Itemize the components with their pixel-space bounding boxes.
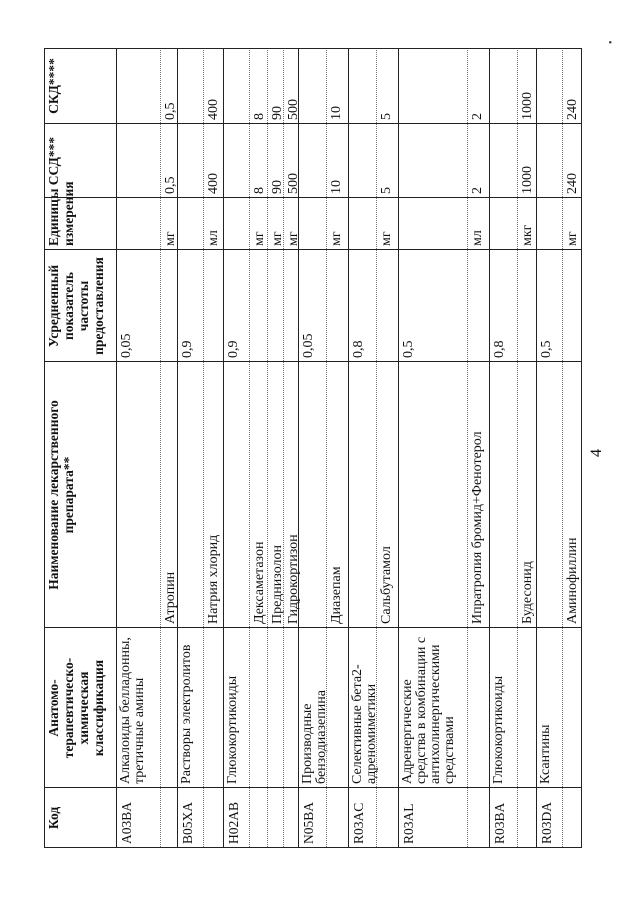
cell-unit: мл (206, 230, 222, 246)
cell-atc (518, 628, 538, 788)
column-divider (44, 249, 582, 250)
cell-freq (327, 250, 349, 362)
cell-drug (224, 362, 250, 628)
cell-freq (563, 250, 583, 362)
cell-skd: 400 (206, 99, 222, 120)
cell-code (161, 788, 179, 848)
cell-atc (284, 628, 300, 788)
cell-drug: Преднизолон (269, 545, 285, 624)
table-row (536, 48, 563, 848)
cell-unit (537, 198, 563, 250)
cell-ssd: 8 (251, 187, 267, 194)
cell-code: R03AC (351, 802, 366, 844)
cell-freq (468, 250, 490, 362)
cell-unit (224, 198, 250, 250)
cell-unit: мг (378, 231, 394, 246)
cell-code (377, 788, 399, 848)
table-row (562, 48, 583, 848)
cell-skd: 240 (565, 99, 581, 120)
cell-unit: мг (269, 231, 285, 246)
header-drug: Наименование лекарственного препарата** (46, 400, 76, 590)
cell-ssd: 400 (206, 173, 222, 194)
cell-freq (518, 250, 538, 362)
cell-skd: 0,5 (162, 102, 178, 120)
cell-skd (399, 48, 468, 124)
cell-unit (178, 198, 204, 250)
cell-skd (117, 48, 161, 124)
table-row (376, 48, 399, 848)
header-ssd: ССД*** (46, 136, 61, 186)
cell-drug (537, 362, 563, 628)
cell-skd: 8 (251, 113, 267, 120)
table-row (489, 48, 518, 848)
cell-skd (490, 48, 518, 124)
cell-skd (299, 48, 327, 124)
header-unit: Единицы измерения (46, 181, 76, 246)
table-row (160, 48, 179, 848)
cell-ssd: 2 (469, 187, 485, 194)
table-row (467, 48, 490, 848)
cell-skd: 2 (469, 113, 485, 120)
cell-atc (327, 628, 349, 788)
cell-atc (161, 628, 179, 788)
table-row (283, 48, 300, 848)
table-row (517, 48, 538, 848)
cell-unit: мг (285, 231, 301, 246)
cell-ssd (299, 124, 327, 198)
cell-code (284, 788, 300, 848)
drug-table (44, 48, 582, 848)
page-number: 4 (588, 449, 605, 457)
cell-atc (377, 628, 399, 788)
header-skd: СКД**** (46, 58, 61, 114)
cell-code: N05BA (301, 801, 317, 844)
cell-freq: 0,9 (226, 340, 242, 358)
table-row (348, 48, 377, 848)
cell-atc: Производные бензодиазепина (300, 690, 330, 784)
cell-atc: Глюкокортикоиды (225, 675, 241, 784)
cell-skd: 90 (269, 106, 285, 120)
cell-code (250, 788, 268, 848)
cell-ssd (399, 124, 468, 198)
cell-drug: Дексаметазон (251, 541, 267, 624)
cell-code: R03AL (400, 803, 416, 844)
cell-code (204, 788, 224, 848)
cell-code (518, 788, 538, 848)
cell-ssd: 240 (565, 173, 581, 194)
cell-freq (268, 250, 284, 362)
cell-ssd: 10 (329, 180, 345, 194)
cell-code: A03BA (119, 801, 134, 844)
cell-unit (399, 198, 468, 250)
cell-skd: 1000 (519, 92, 535, 120)
cell-drug: Гидрокортизон (285, 534, 301, 624)
cell-unit (117, 198, 161, 250)
cell-ssd: 90 (269, 180, 285, 194)
cell-freq: 0,05 (119, 333, 134, 358)
cell-unit (299, 198, 327, 250)
cell-freq (377, 250, 399, 362)
cell-drug: Аминофиллин (565, 537, 581, 624)
table-row (177, 48, 204, 848)
cell-code (468, 788, 490, 848)
cell-freq: 0,05 (301, 333, 317, 358)
table-row (298, 48, 330, 848)
cell-unit: мкг (519, 224, 535, 246)
table-row (223, 48, 250, 848)
cell-unit: мл (469, 230, 485, 246)
cell-code (563, 788, 583, 848)
column-divider (44, 627, 582, 628)
cell-ssd (349, 124, 377, 198)
cell-drug: Атропин (162, 571, 178, 624)
cell-unit (349, 198, 377, 250)
cell-unit: мг (565, 231, 581, 246)
cell-drug (399, 362, 468, 628)
cell-atc: Селективные бета2-адреномиметики (350, 664, 379, 784)
cell-atc: Глюкокортикоиды (490, 675, 506, 784)
cell-atc: Растворы электролитов (179, 644, 195, 784)
cell-skd (178, 48, 204, 124)
cell-atc: Ксантины (538, 724, 554, 784)
table-row (203, 48, 224, 848)
cell-atc: Алкалоиды белладонны, третичные амины (118, 637, 147, 784)
cell-drug (299, 362, 327, 628)
cell-drug (490, 362, 518, 628)
cell-code: R03BA (491, 802, 507, 844)
cell-skd (224, 48, 250, 124)
cell-skd (349, 48, 377, 124)
cell-atc (204, 628, 224, 788)
cell-ssd (490, 124, 518, 198)
cell-atc (468, 628, 490, 788)
cell-drug: Натрия хлорид (206, 534, 222, 624)
header-code: Код (46, 806, 61, 830)
table-row (249, 48, 268, 848)
cell-freq: 0,5 (539, 340, 555, 358)
cell-unit: мг (162, 231, 178, 246)
cell-ssd (117, 124, 161, 198)
cell-skd: 10 (329, 106, 345, 120)
cell-ssd (224, 124, 250, 198)
cell-code (327, 788, 349, 848)
cell-skd: 500 (285, 99, 301, 120)
cell-freq: 0,5 (400, 340, 416, 358)
table-row (267, 48, 284, 848)
cell-drug (117, 362, 161, 628)
cell-freq (284, 250, 300, 362)
cell-drug: Ипратропия бромид+Фенотерол (469, 431, 485, 624)
cell-atc (563, 628, 583, 788)
cell-drug: Сальбутамол (378, 546, 394, 624)
table-row (116, 48, 161, 848)
cell-skd (537, 48, 563, 124)
cell-skd: 5 (378, 113, 394, 120)
cell-drug (178, 362, 204, 628)
cell-code: R03DA (539, 801, 555, 844)
cell-unit (490, 198, 518, 250)
cell-atc (268, 628, 284, 788)
cell-ssd: 1000 (519, 166, 535, 194)
cell-unit: мг (251, 231, 267, 246)
cell-freq: 0,9 (180, 340, 196, 358)
cell-drug (349, 362, 377, 628)
cell-code: B05XA (180, 801, 196, 844)
corner-mark: • (606, 40, 617, 44)
cell-ssd: 0,5 (162, 176, 178, 194)
cell-ssd (537, 124, 563, 198)
cell-drug: Диазепам (329, 566, 345, 624)
table-header (44, 48, 116, 848)
cell-ssd: 500 (285, 173, 301, 194)
cell-code (268, 788, 284, 848)
table-row (326, 48, 349, 848)
cell-drug: Будесонид (519, 561, 535, 624)
header-freq: Усредненный показатель частоты предоставления (46, 257, 106, 355)
cell-freq: 0,8 (351, 340, 366, 358)
cell-atc (250, 628, 268, 788)
cell-code: H02AB (226, 801, 242, 844)
cell-freq: 0,8 (491, 340, 507, 358)
column-divider (44, 123, 582, 124)
cell-ssd: 5 (378, 187, 394, 194)
column-divider (44, 197, 582, 198)
cell-ssd (178, 124, 204, 198)
cell-freq (250, 250, 268, 362)
cell-freq (204, 250, 224, 362)
column-divider (44, 361, 582, 362)
table-row (398, 48, 468, 848)
header-atc: Анатомо-терапевтическо-химическая классификация (46, 657, 106, 759)
cell-unit: мг (329, 231, 345, 246)
cell-freq (161, 250, 179, 362)
cell-atc: Адренергические средства в комбинации с антихолинергическими средствами (399, 636, 457, 784)
column-divider (44, 787, 582, 788)
